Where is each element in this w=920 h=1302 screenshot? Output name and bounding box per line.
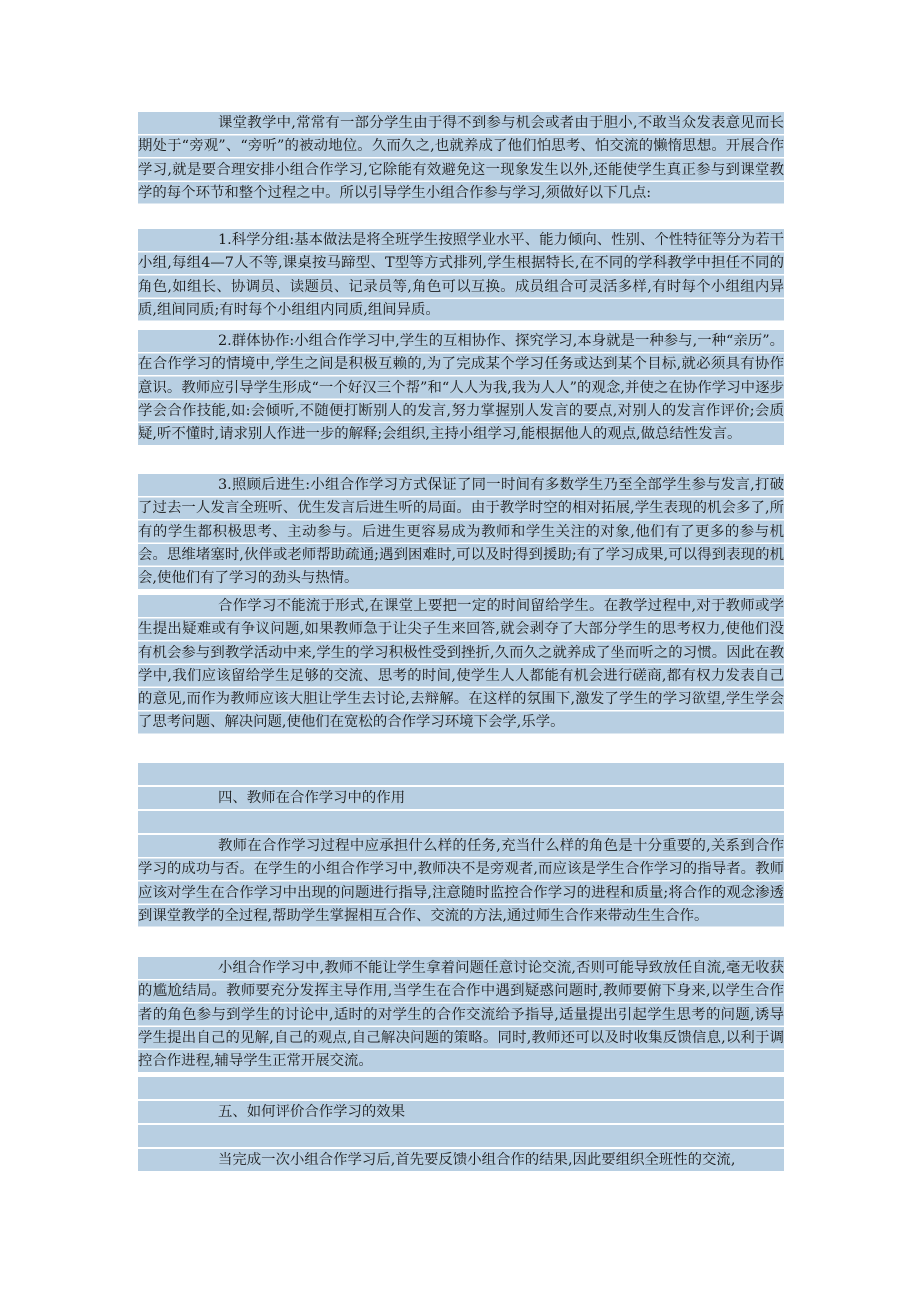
point-group-collaboration: 2.群体协作:小组合作学习中,学生的互相协作、探究学习,本身就是一种参与,一种“亲历”。在合作学习的情境中,学生之间是积极互赖的,为了完成某个学习任务或达到某个目标,就必须具有协作意识。教师应引导学生形成“一个好汉三个帮”和“人人为我,我为人人”的观念,并使之在协作学习中逐步学会合作技能,如:会倾听,不随便打断别人的发言,努力掌握别人发言的要点,对别人的发言作评价;会质疑,听不懂时,请求别人作进一步的解释;会组织,主持小组学习,能根据他人的观点,做总结性发言。 (138, 330, 784, 446)
blank-highlight-band (138, 763, 784, 785)
point-scientific-grouping: 1.科学分组:基本做法是将全班学生按照学业水平、能力倾向、性别、个性特征等分为若干小组,每组4—7人不等,课桌按马蹄型、T型等方式排列,学生根据特长,在不同的学科教学中担任不同的角色,如组长、协调员、读题员、记录员等,角色可以互换。成员组合可灵活多样,有时每个小组组内异质,组间同质;有时每个小组组内同质,组间异质。 (138, 229, 784, 322)
blank-highlight-band (138, 1125, 784, 1147)
blank-highlight-band (138, 1077, 784, 1099)
time-for-students-paragraph: 合作学习不能流于形式,在课堂上要把一定的时间留给学生。在教学过程中,对于教师或学生提出疑难或有争议问题,如果教师急于让尖子生来回答,就会剥夺了大部分学生的思考权力,使他们没有机会参与到教学活动中来,学生的学习积极性受到挫折,久而久之就养成了坐而听之的习惯。因此在教学中,我们应该留给学生足够的交流、思考的时间,使学生人人都能有机会进行磋商,都有权力发表自己的意见,而作为教师应该大胆让学生去讨论,去辩解。在这样的氛围下,激发了学生的学习欲望,学生学会了思考问题、解决问题,使他们在宽松的合作学习环境下会学,乐学。 (138, 595, 784, 735)
blank-highlight-band (138, 811, 784, 833)
section-heading-teacher-role: 四、教师在合作学习中的作用 (138, 787, 784, 809)
section-heading-evaluation: 五、如何评价合作学习的效果 (138, 1101, 784, 1123)
teacher-role-paragraph: 教师在合作学习过程中应承担什么样的任务,充当什么样的角色是十分重要的,关系到合作学习的成功与否。在学生的小组合作学习中,教师决不是旁观者,而应该是学生合作学习的指导者。教师应该对学生在合作学习中出现的问题进行指导,注意随时监控合作学习的进程和质量;将合作的观念渗透到课堂教学的全过程,帮助学生掌握相互合作、交流的方法,通过师生合作来带动生生合作。 (138, 835, 784, 928)
intro-paragraph: 课堂教学中,常常有一部分学生由于得不到参与机会或者由于胆小,不敢当众发表意见而长期处于“旁观”、“旁听”的被动地位。久而久之,也就养成了他们怕思考、怕交流的懒惰思想。开展合作学习,就是要合理安排小组合作学习,它除能有效避免这一现象发生以外,还能使学生真正参与到课堂教学的每个环节和整个过程之中。所以引导学生小组合作参与学习,须做好以下几点: (138, 112, 784, 205)
point-care-for-weak-students: 3.照顾后进生:小组合作学习方式保证了同一时间有多数学生乃至全部学生参与发言,打破了过去一人发言全班听、优生发言后进生听的局面。由于教学时空的相对拓展,学生表现的机会多了,所有的学生都积极思考、主动参与。后进生更容易成为教师和学生关注的对象,他们有了更多的参与机会。思维堵塞时,伙伴或老师帮助疏通;遇到困难时,可以及时得到援助;有了学习成果,可以得到表现的机会,使他们有了学习的劲头与热情。 (138, 474, 784, 590)
evaluation-paragraph: 当完成一次小组合作学习后,首先要反馈小组合作的结果,因此要组织全班性的交流, (138, 1149, 784, 1172)
teacher-guidance-paragraph: 小组合作学习中,教师不能让学生拿着问题任意讨论交流,否则可能导致放任自流,毫无收获的尴尬结局。教师要充分发挥主导作用,当学生在合作中遇到疑惑问题时,教师要俯下身来,以学生合作者的角色参与到学生的讨论中,适时的对学生的合作交流给予指导,适量提出引起学生思考的问题,诱导学生提出自己的见解,自己的观点,自己解决问题的策略。同时,教师还可以及时收集反馈信息,以利于调控合作进程,辅导学生正常开展交流。 (138, 957, 784, 1073)
